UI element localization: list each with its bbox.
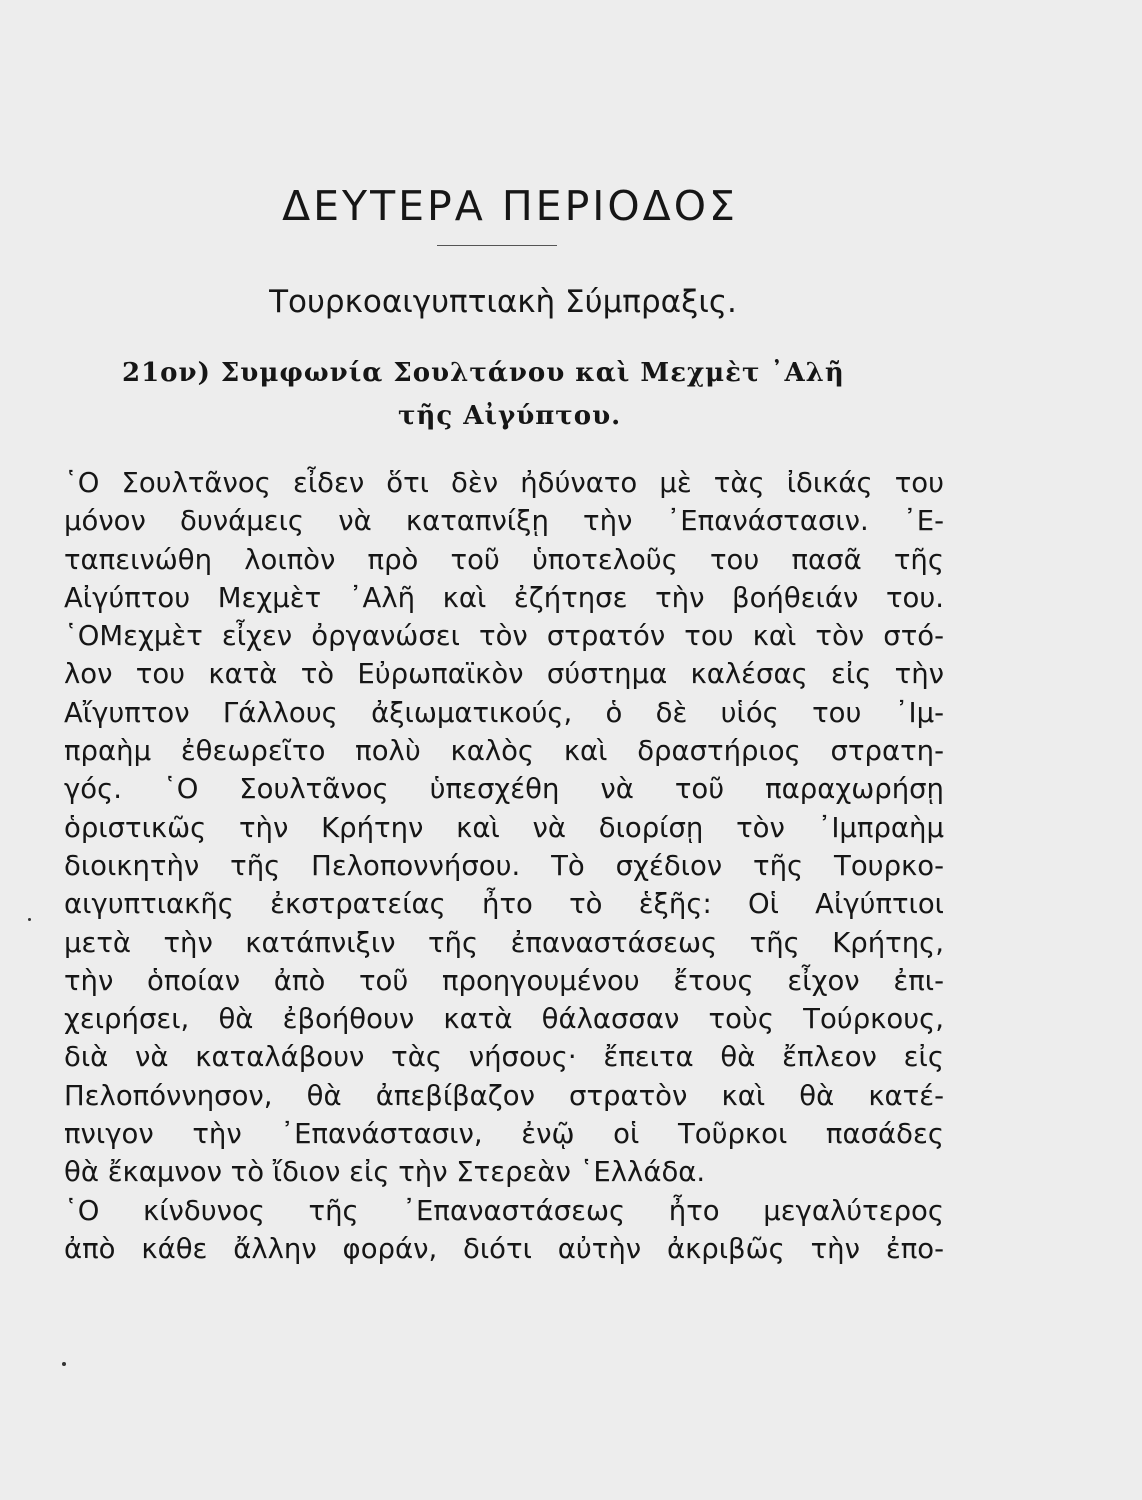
subheading: Τουρκοαιγυπτιακὴ Σύμπραξις. — [269, 284, 737, 320]
text-line: ῾Ο κίνδυνος τῆς ᾿Επαναστάσεως ἦτο μεγαλύτερος — [64, 1194, 944, 1227]
text-line: μόνον δυνάμεις νὰ καταπνίξῃ τὴν ᾿Επανάστασιν. ᾿Ε- — [64, 505, 944, 538]
text-line: ὁριστικῶς τὴν Κρήτην καὶ νὰ διορίσῃ τὸν ᾿Ιμπραὴμ — [64, 811, 944, 844]
text-line: χειρήσει, θὰ ἐβοήθουν κατὰ θάλασσαν τοὺς Τούρκους, — [64, 1003, 944, 1036]
text-line: διὰ νὰ καταλάβουν τὰς νήσους· ἔπειτα θὰ ἔπλεον εἰς — [64, 1041, 944, 1074]
text-line: πραὴμ ἐθεωρεῖτο πολὺ καλὸς καὶ δραστήριος στρατη- — [64, 735, 944, 768]
text-line: ῾Ο Σουλτᾶνος εἶδεν ὅτι δὲν ἠδύνατο μὲ τὰς ἰδικάς του — [64, 467, 944, 499]
text-line: λον του κατὰ τὸ Εὐρωπαϊκὸν σύστημα καλέσας εἰς τὴν — [64, 658, 944, 691]
text-line: διοικητὴν τῆς Πελοποννήσου. Τὸ σχέδιον τῆς Τουρκο- — [64, 849, 944, 882]
text-line: μετὰ τὴν κατάπνιξιν τῆς ἐπαναστάσεως τῆς Κρήτης, — [64, 926, 944, 959]
main-heading: ΔΕΥΤΕΡΑ ΠΕΡΙΟΔΟΣ — [282, 182, 738, 230]
page-speck — [28, 918, 31, 921]
text-line: Πελοπόννησον, θὰ ἀπεβίβαζον στρατὸν καὶ θὰ κατέ- — [64, 1079, 944, 1112]
text-line: τὴν ὁποίαν ἀπὸ τοῦ προηγουμένου ἔτους εἶχον ἐπι- — [64, 964, 944, 997]
text-line: ῾ΟΜεχμὲτ εἶχεν ὀργανώσει τὸν στρατόν του καὶ τὸν στό- — [64, 620, 944, 653]
heading-divider — [437, 245, 557, 246]
text-line: Αἰγύπτου Μεχμὲτ ᾿Αλῆ καὶ ἐζήτησε τὴν βοήθειάν του. — [64, 581, 944, 614]
body-text — [64, 464, 944, 1268]
text-line: ταπεινώθη λοιπὸν πρὸ τοῦ ὑποτελοῦς του πασᾶ τῆς — [64, 543, 944, 576]
text-line: αιγυπτιακῆς ἐκστρατείας ἦτο τὸ ἑξῆς: Οἱ Αἰγύπτιοι — [64, 888, 944, 921]
section-title-line-2: τῆς Αἰγύπτου. — [398, 401, 622, 431]
section-title-line-1: 21ον) Συμφωνία Σουλτάνου καὶ Μεχμὲτ ᾿Αλῆ — [122, 358, 845, 388]
text-line: γός. ῾Ο Σουλτᾶνος ὑπεσχέθη νὰ τοῦ παραχωρήσῃ — [64, 773, 944, 806]
text-line: πνιγον τὴν ᾿Επανάστασιν, ἐνῷ οἱ Τοῦρκοι πασάδες — [64, 1118, 944, 1151]
text-line: Αἴγυπτον Γάλλους ἀξιωματικούς, ὁ δὲ υἱός του ᾿Ιμ- — [64, 696, 944, 729]
page-speck — [62, 1362, 66, 1366]
text-line: ἀπὸ κάθε ἄλλην φοράν, διότι αὐτὴν ἀκριβῶς τὴν ἐπο- — [64, 1232, 944, 1265]
text-line: θὰ ἔκαμνον τὸ ἴδιον εἰς τὴν Στερεὰν ῾Ελλάδα. — [64, 1156, 706, 1189]
